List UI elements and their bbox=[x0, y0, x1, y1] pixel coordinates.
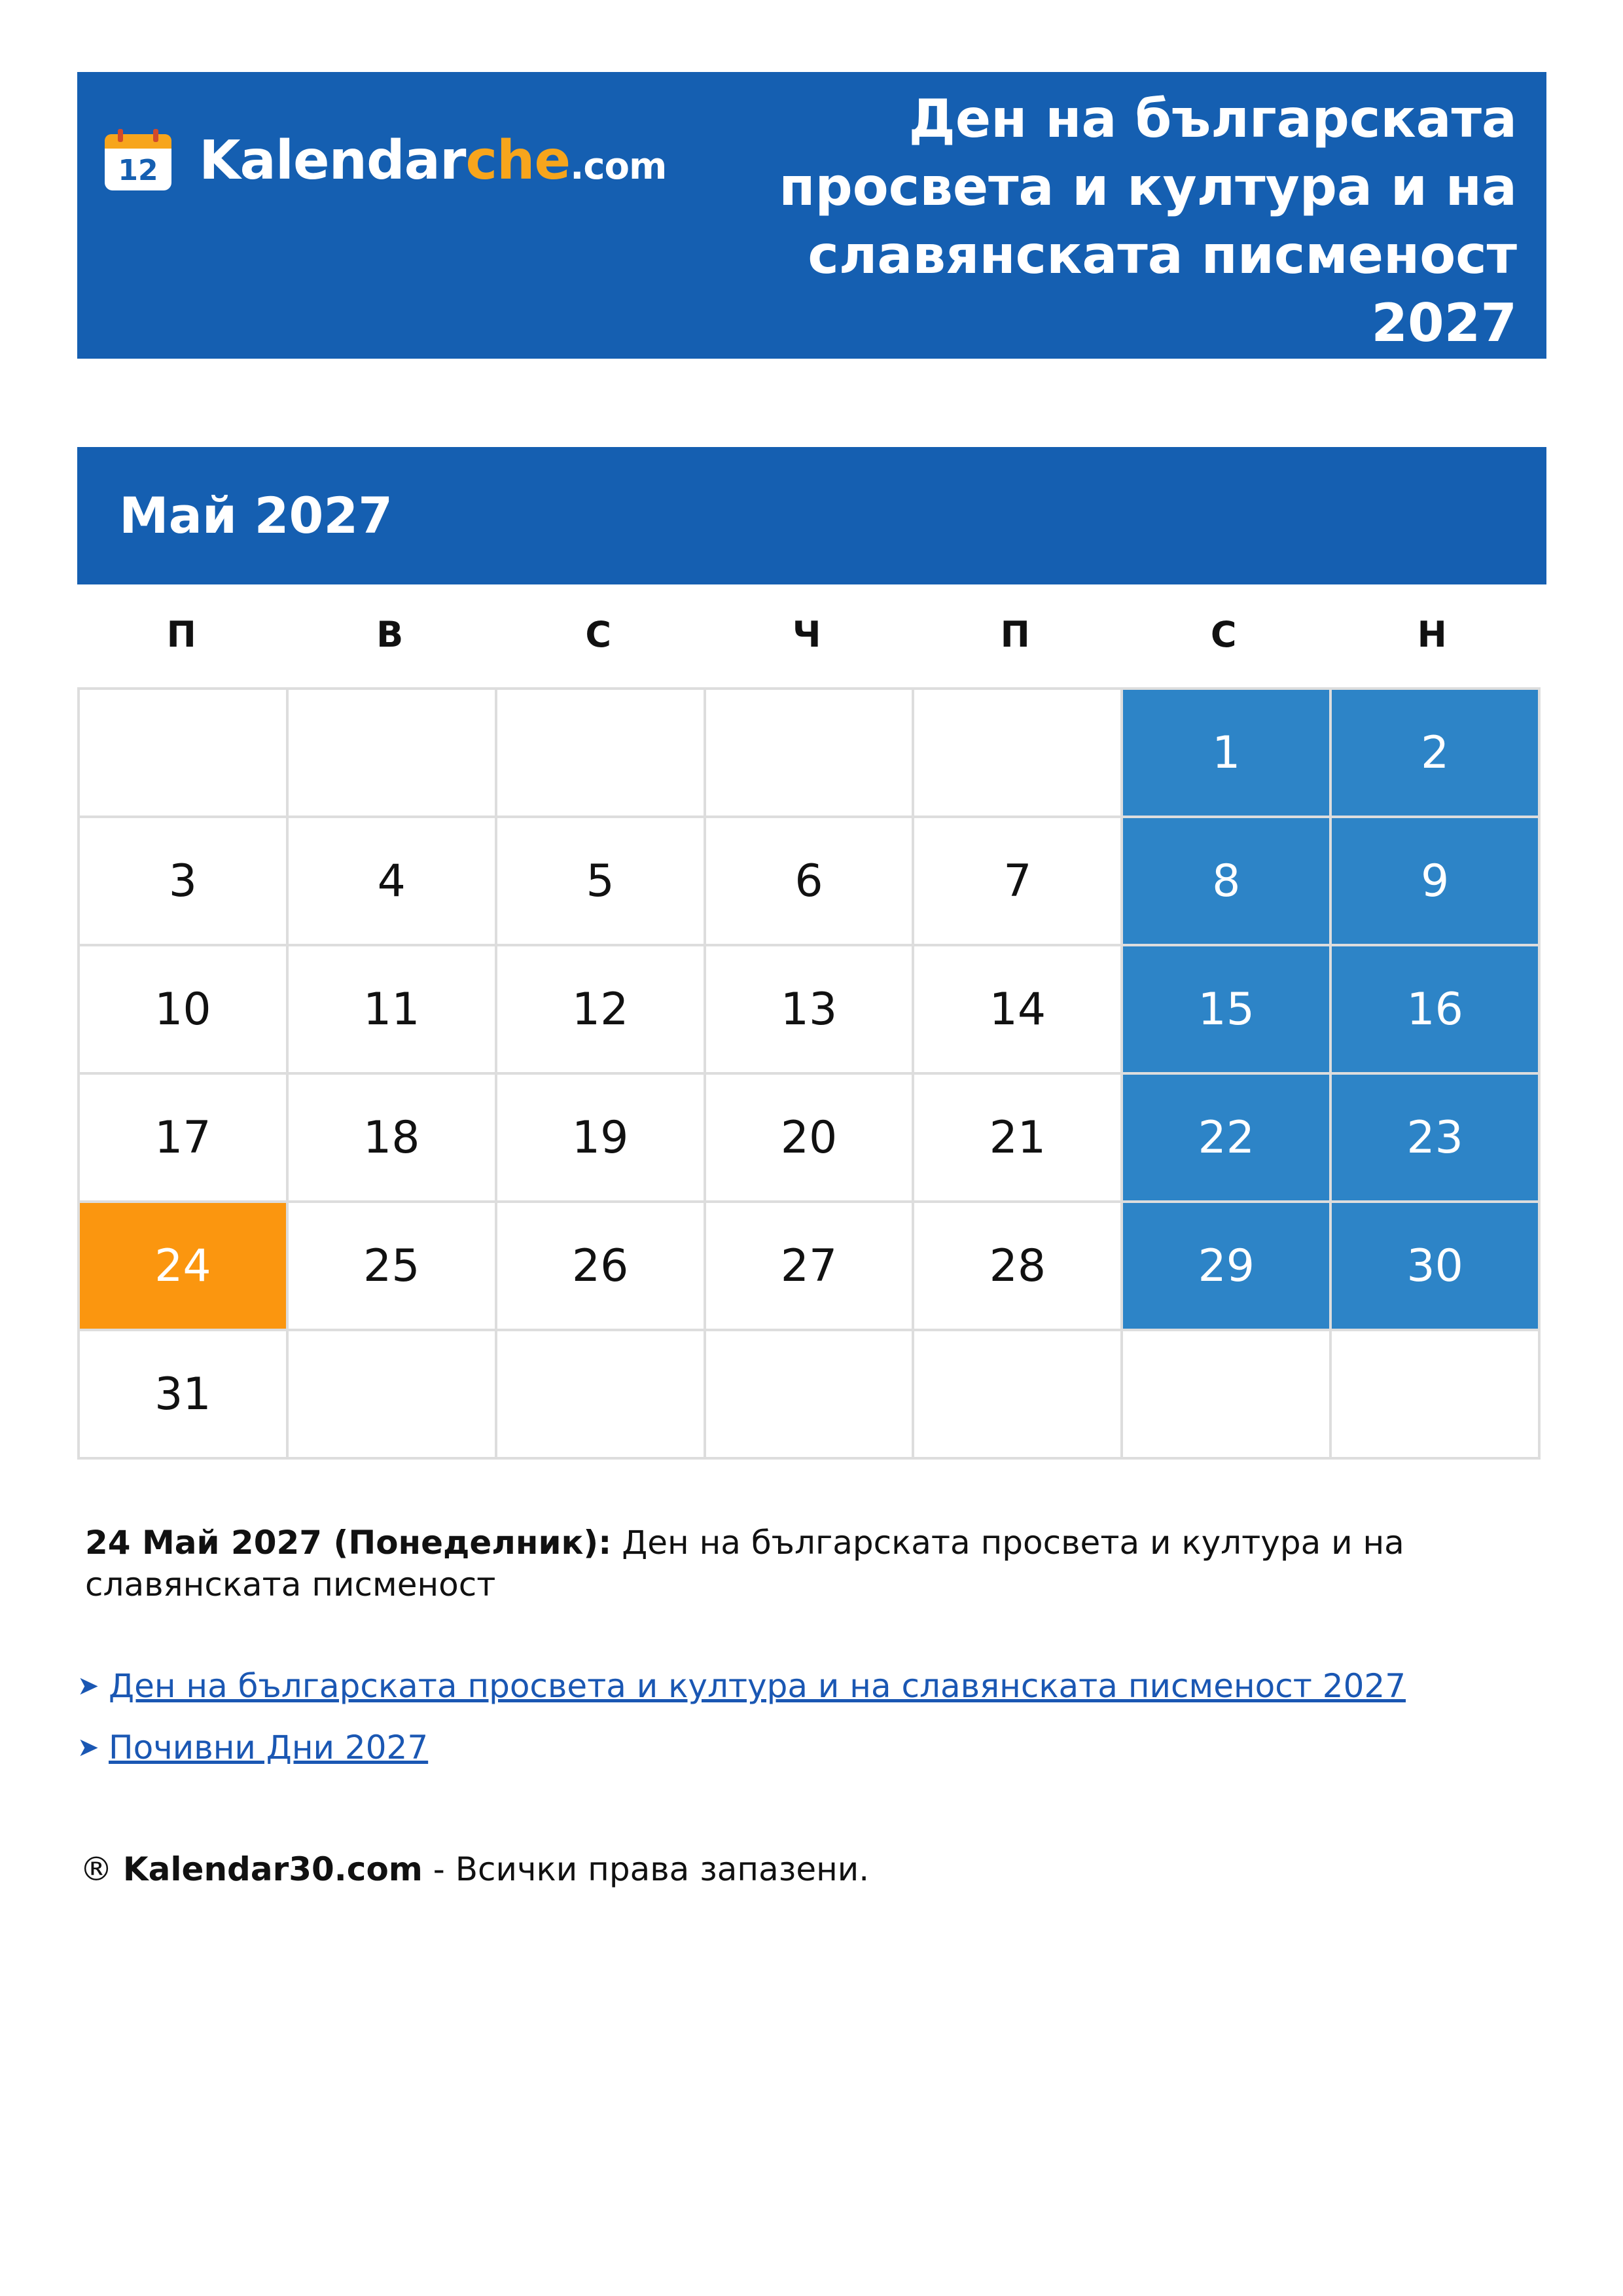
calendar-day-weekend: 22 bbox=[1123, 1075, 1332, 1203]
calendar-day-weekend: 8 bbox=[1123, 818, 1332, 946]
calendar-day: 5 bbox=[497, 818, 706, 946]
calendar-day: 17 bbox=[80, 1075, 289, 1203]
calendar-day: 7 bbox=[914, 818, 1123, 946]
calendar-day: 11 bbox=[289, 946, 497, 1075]
calendar-week-row bbox=[80, 946, 1541, 1075]
weekday-friday: П bbox=[1000, 614, 1030, 655]
month-header bbox=[77, 447, 1546, 584]
calendar-day: 14 bbox=[914, 946, 1123, 1075]
logo-wordmark bbox=[199, 130, 666, 192]
weekday-thursday: Ч bbox=[792, 614, 821, 655]
calendar-day: 25 bbox=[289, 1203, 497, 1331]
calendar-day: 19 bbox=[497, 1075, 706, 1203]
arrow-right-icon: ➤ bbox=[77, 1671, 99, 1701]
logo-main: Kalendar bbox=[199, 129, 466, 192]
calendar-day: 6 bbox=[706, 818, 915, 946]
weekday-tuesday: В bbox=[376, 614, 404, 655]
weekday-monday: П bbox=[166, 614, 196, 655]
calendar-empty-cell bbox=[497, 690, 706, 818]
calendar-day-weekend: 15 bbox=[1123, 946, 1332, 1075]
calendar-day: 13 bbox=[706, 946, 915, 1075]
footer-brand: Kalendar30.com bbox=[122, 1850, 423, 1888]
link-item bbox=[77, 1662, 1406, 1710]
holidays-list-link[interactable]: Почивни Дни 2027 bbox=[109, 1729, 429, 1767]
calendar-day: 28 bbox=[914, 1203, 1123, 1331]
calendar-day: 18 bbox=[289, 1075, 497, 1203]
calendar-empty-cell bbox=[497, 1331, 706, 1460]
arrow-right-icon: ➤ bbox=[77, 1732, 99, 1763]
calendar-day-weekend: 9 bbox=[1332, 818, 1541, 946]
calendar-day: 26 bbox=[497, 1203, 706, 1331]
calendar-week-row bbox=[80, 818, 1541, 946]
calendar-empty-cell bbox=[289, 690, 497, 818]
calendar-day: 3 bbox=[80, 818, 289, 946]
weekday-header-row bbox=[77, 605, 1537, 664]
related-links bbox=[77, 1662, 1406, 1785]
calendar-empty-cell bbox=[914, 1331, 1123, 1460]
calendar-day: 31 bbox=[80, 1331, 289, 1460]
logo-number: 12 bbox=[118, 154, 158, 187]
calendar-day: 10 bbox=[80, 946, 289, 1075]
calendar-week-row bbox=[80, 1203, 1541, 1331]
weekday-sunday: Н bbox=[1417, 614, 1447, 655]
holiday-page-link[interactable]: Ден на българската просвета и култура и на славянската писменост 2027 bbox=[109, 1667, 1406, 1705]
footer-rights: - Всички права запазени. bbox=[422, 1850, 870, 1888]
calendar-day-holiday: 24 bbox=[80, 1203, 289, 1331]
calendar-empty-cell bbox=[289, 1331, 497, 1460]
calendar-empty-cell bbox=[1123, 1331, 1332, 1460]
calendar-day-weekend: 23 bbox=[1332, 1075, 1541, 1203]
calendar-day-weekend: 1 bbox=[1123, 690, 1332, 818]
logo-tld: .com bbox=[570, 145, 667, 188]
month-title: Май 2027 bbox=[119, 486, 393, 545]
calendar-day: 20 bbox=[706, 1075, 915, 1203]
calendar-day-weekend: 16 bbox=[1332, 946, 1541, 1075]
weekday-wednesday: С bbox=[585, 614, 612, 655]
registered-symbol: ® bbox=[80, 1850, 113, 1888]
holiday-description bbox=[85, 1522, 1492, 1605]
calendar-day-weekend: 2 bbox=[1332, 690, 1541, 818]
calendar-week-row bbox=[80, 690, 1541, 818]
calendar-grid bbox=[77, 687, 1541, 1460]
event-name: Ден на българската просвета и култура и на славянската писменост bbox=[85, 1524, 1404, 1604]
calendar-week-row bbox=[80, 1075, 1541, 1203]
event-date: 24 Май 2027 (Понеделник): bbox=[85, 1524, 612, 1562]
calendar-empty-cell bbox=[706, 1331, 915, 1460]
calendar-empty-cell bbox=[80, 690, 289, 818]
page-title: Ден на българската просвета и култура и на славянската писменост 2027 bbox=[779, 88, 1517, 353]
calendar-icon bbox=[103, 129, 173, 192]
calendar-day-weekend: 29 bbox=[1123, 1203, 1332, 1331]
calendar-empty-cell bbox=[914, 690, 1123, 818]
calendar-day: 27 bbox=[706, 1203, 915, 1331]
calendar-day: 4 bbox=[289, 818, 497, 946]
site-logo[interactable] bbox=[103, 108, 666, 213]
page-header bbox=[77, 72, 1546, 359]
weekday-saturday: С bbox=[1210, 614, 1237, 655]
calendar-empty-cell bbox=[1332, 1331, 1541, 1460]
footer bbox=[80, 1846, 869, 1893]
calendar-week-row bbox=[80, 1331, 1541, 1460]
calendar-day: 21 bbox=[914, 1075, 1123, 1203]
calendar-day: 12 bbox=[497, 946, 706, 1075]
calendar-day-weekend: 30 bbox=[1332, 1203, 1541, 1331]
calendar-empty-cell bbox=[706, 690, 915, 818]
logo-accent: che bbox=[465, 129, 571, 192]
link-item bbox=[77, 1724, 1406, 1771]
